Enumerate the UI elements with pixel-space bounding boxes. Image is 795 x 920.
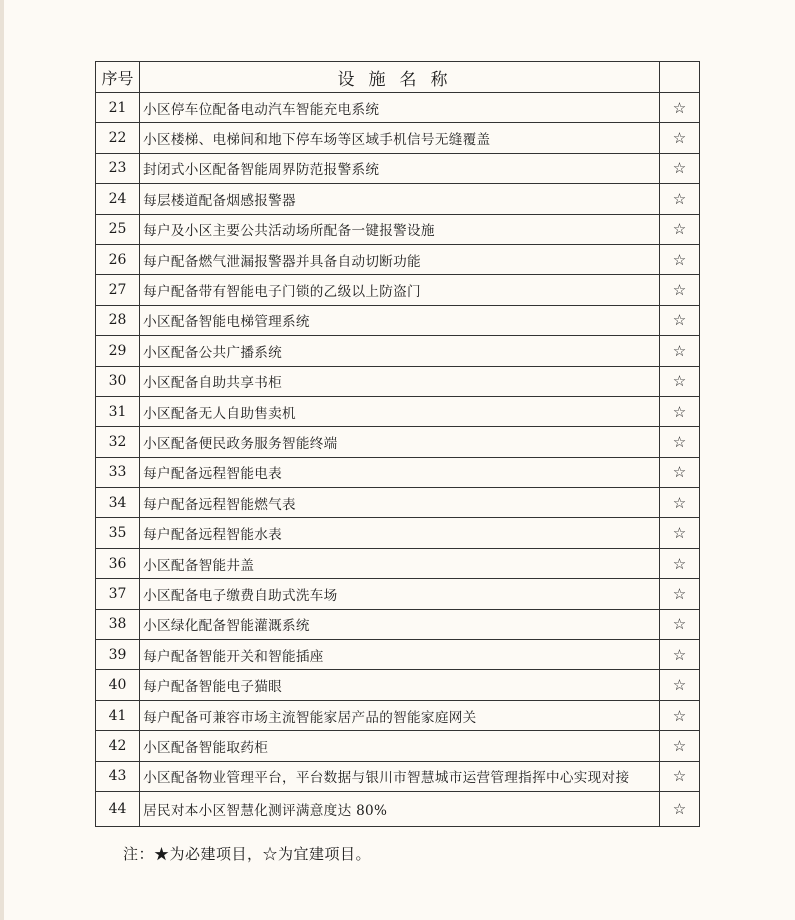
- facility-name: 居民对本小区智慧化测评满意度达 80%: [140, 791, 660, 826]
- facility-name: 每户配备燃气泄漏报警器并具备自动切断功能: [140, 244, 660, 274]
- row-number: 34: [96, 488, 140, 518]
- facility-name: 每户配备远程智能燃气表: [140, 488, 660, 518]
- table-row: [96, 153, 700, 183]
- optional-star-icon: ☆: [659, 761, 699, 791]
- facility-name: 小区配备电子缴费自助式洗车场: [140, 579, 660, 609]
- row-number: 41: [96, 700, 140, 730]
- row-number: 42: [96, 731, 140, 761]
- table-row: [96, 518, 700, 548]
- table-row: [96, 579, 700, 609]
- facility-name: 每户配备远程智能电表: [140, 457, 660, 487]
- table-row: [96, 214, 700, 244]
- optional-star-icon: ☆: [659, 579, 699, 609]
- row-number: 35: [96, 518, 140, 548]
- row-number: 39: [96, 640, 140, 670]
- table-row: [96, 123, 700, 153]
- header-number: 序号: [96, 62, 140, 93]
- optional-star-icon: ☆: [659, 336, 699, 366]
- table-row: [96, 791, 700, 826]
- optional-star-icon: ☆: [659, 366, 699, 396]
- table-row: [96, 731, 700, 761]
- row-number: 23: [96, 153, 140, 183]
- facility-name: 每户配备带有智能电子门锁的乙级以上防盗门: [140, 275, 660, 305]
- facility-name: 每户配备智能开关和智能插座: [140, 640, 660, 670]
- optional-star-icon: ☆: [659, 214, 699, 244]
- row-number: 26: [96, 244, 140, 274]
- row-number: 24: [96, 184, 140, 214]
- row-number: 32: [96, 427, 140, 457]
- optional-star-icon: ☆: [659, 153, 699, 183]
- row-number: 38: [96, 609, 140, 639]
- facility-name: 小区配备物业管理平台，平台数据与银川市智慧城市运营管理指挥中心实现对接: [140, 761, 660, 791]
- facility-name: 小区绿化配备智能灌溉系统: [140, 609, 660, 639]
- optional-star-icon: ☆: [659, 640, 699, 670]
- row-number: 29: [96, 336, 140, 366]
- facility-name: 每户配备智能电子猫眼: [140, 670, 660, 700]
- facility-name: 封闭式小区配备智能周界防范报警系统: [140, 153, 660, 183]
- facility-name: 小区配备智能取药柜: [140, 731, 660, 761]
- facility-name: 每户配备可兼容市场主流智能家居产品的智能家庭网关: [140, 700, 660, 730]
- facility-table-container: [95, 61, 700, 827]
- header-facility-name: 设施名称: [140, 62, 660, 93]
- table-row: [96, 184, 700, 214]
- optional-star-icon: ☆: [659, 457, 699, 487]
- optional-star-icon: ☆: [659, 184, 699, 214]
- row-number: 22: [96, 123, 140, 153]
- row-number: 33: [96, 457, 140, 487]
- optional-star-icon: ☆: [659, 93, 699, 123]
- table-row: [96, 670, 700, 700]
- row-number: 27: [96, 275, 140, 305]
- table-row: [96, 336, 700, 366]
- facility-name: 每户配备远程智能水表: [140, 518, 660, 548]
- row-number: 30: [96, 366, 140, 396]
- facility-name: 小区配备公共广播系统: [140, 336, 660, 366]
- optional-star-icon: ☆: [659, 123, 699, 153]
- table-row: [96, 427, 700, 457]
- table-row: [96, 640, 700, 670]
- facility-table: [95, 61, 700, 827]
- optional-star-icon: ☆: [659, 548, 699, 578]
- row-number: 36: [96, 548, 140, 578]
- row-number: 43: [96, 761, 140, 791]
- facility-name: 小区配备便民政务服务智能终端: [140, 427, 660, 457]
- table-row: [96, 488, 700, 518]
- footnote: 注：★为必建项目，☆为宜建项目。: [123, 845, 372, 863]
- optional-star-icon: ☆: [659, 427, 699, 457]
- row-number: 21: [96, 93, 140, 123]
- optional-star-icon: ☆: [659, 700, 699, 730]
- table-row: [96, 457, 700, 487]
- row-number: 25: [96, 214, 140, 244]
- facility-name: 小区楼梯、电梯间和地下停车场等区域手机信号无缝覆盖: [140, 123, 660, 153]
- facility-name: 小区配备智能井盖: [140, 548, 660, 578]
- facility-name: 小区停车位配备电动汽车智能充电系统: [140, 93, 660, 123]
- optional-star-icon: ☆: [659, 488, 699, 518]
- optional-star-icon: ☆: [659, 670, 699, 700]
- optional-star-icon: ☆: [659, 305, 699, 335]
- row-number: 31: [96, 396, 140, 426]
- table-row: [96, 366, 700, 396]
- row-number: 28: [96, 305, 140, 335]
- table-body: [96, 93, 700, 827]
- optional-star-icon: ☆: [659, 396, 699, 426]
- table-header-row: [96, 62, 700, 93]
- row-number: 40: [96, 670, 140, 700]
- table-row: [96, 275, 700, 305]
- optional-star-icon: ☆: [659, 244, 699, 274]
- table-row: [96, 93, 700, 123]
- table-row: [96, 396, 700, 426]
- facility-name: 小区配备无人自助售卖机: [140, 396, 660, 426]
- table-row: [96, 305, 700, 335]
- optional-star-icon: ☆: [659, 518, 699, 548]
- table-row: [96, 609, 700, 639]
- facility-name: 每户及小区主要公共活动场所配备一键报警设施: [140, 214, 660, 244]
- table-row: [96, 244, 700, 274]
- optional-star-icon: ☆: [659, 275, 699, 305]
- row-number: 44: [96, 791, 140, 826]
- facility-name: 小区配备自助共享书柜: [140, 366, 660, 396]
- optional-star-icon: ☆: [659, 791, 699, 826]
- table-row: [96, 548, 700, 578]
- facility-name: 小区配备智能电梯管理系统: [140, 305, 660, 335]
- table-row: [96, 761, 700, 791]
- table-row: [96, 700, 700, 730]
- page-edge: [0, 0, 4, 920]
- header-marker: [659, 62, 699, 93]
- facility-name: 每层楼道配备烟感报警器: [140, 184, 660, 214]
- optional-star-icon: ☆: [659, 731, 699, 761]
- optional-star-icon: ☆: [659, 609, 699, 639]
- row-number: 37: [96, 579, 140, 609]
